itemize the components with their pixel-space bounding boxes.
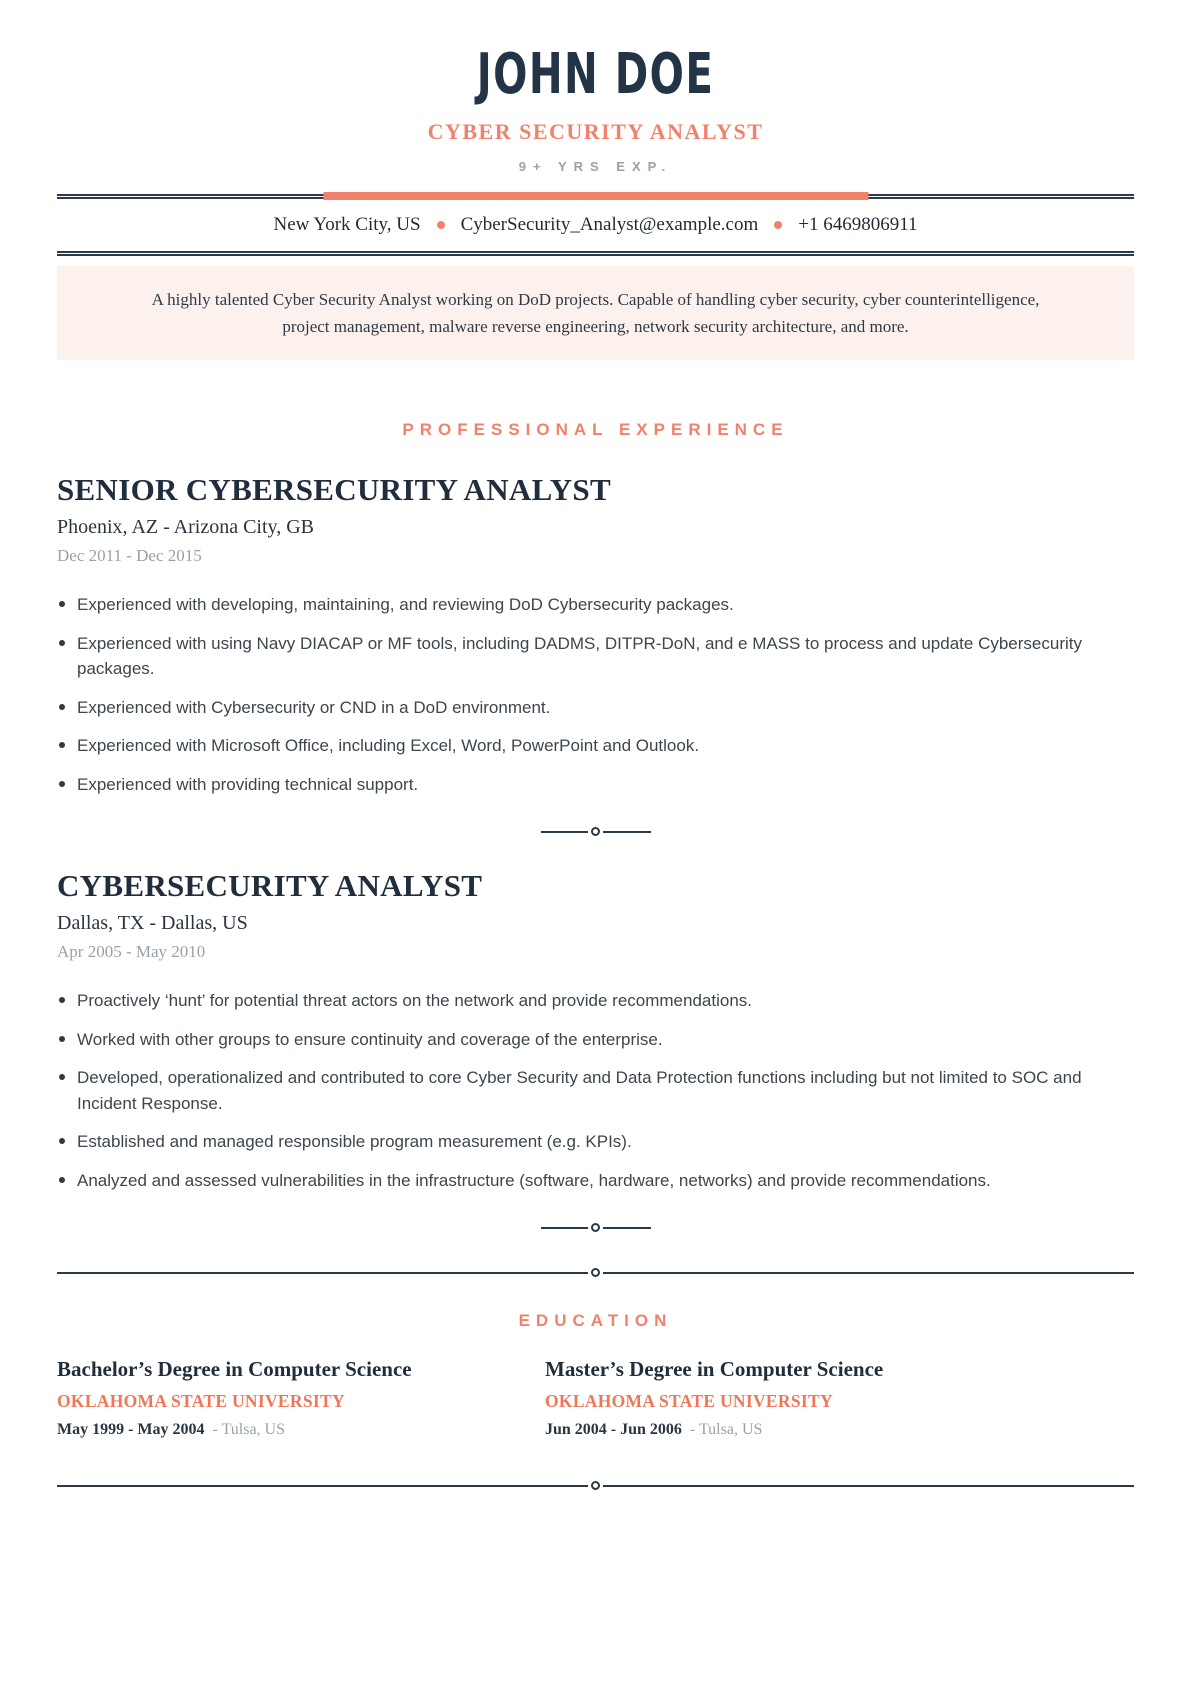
school-name: OKLAHOMA STATE UNIVERSITY: [57, 1391, 345, 1412]
divider-circle-icon: [591, 1268, 600, 1277]
divider-line: [57, 251, 1134, 256]
resume-header: [57, 42, 1134, 174]
degree-title: Master’s Degree in Computer Science: [545, 1357, 884, 1382]
job-bullet-list: [57, 988, 1134, 1193]
header-divider: [57, 194, 1134, 199]
bottom-divider: [57, 1481, 1134, 1490]
education-meta: [545, 1421, 1134, 1439]
dot-separator-icon: [437, 221, 445, 229]
job-bullet: Worked with other groups to ensure continuity and coverage of the enterprise.: [57, 1027, 1134, 1053]
candidate-job-title: CYBER SECURITY ANALYST: [427, 118, 764, 144]
job-dates: Dec 2011 - Dec 2015: [57, 546, 202, 566]
education-meta: [57, 1421, 545, 1439]
job-entry-analyst: [57, 868, 1134, 1193]
accent-bar: [323, 192, 868, 200]
job-title: CYBERSECURITY ANALYST: [57, 868, 483, 904]
job-location: Dallas, TX - Dallas, US: [57, 912, 248, 935]
job-location: Phoenix, AZ - Arizona City, GB: [57, 516, 315, 539]
divider-line: [541, 831, 589, 833]
contact-row: [57, 199, 1134, 251]
dot-separator-icon: [774, 221, 782, 229]
job-bullet: Experienced with Microsoft Office, including Excel, Word, PowerPoint and Outlook.: [57, 733, 1134, 759]
school-name: OKLAHOMA STATE UNIVERSITY: [545, 1391, 833, 1412]
contact-phone: +1 6469806911: [798, 213, 918, 235]
divider-circle-icon: [591, 1223, 600, 1232]
job-bullet: Experienced with using Navy DIACAP or MF tools, including DADMS, DITPR-DoN, and e MASS to process and update Cybersecurity packages.: [57, 631, 1134, 682]
education-grid: [57, 1357, 1134, 1439]
job-bullet: Developed, operationalized and contributed to core Cyber Security and Data Protection functions including but not limited to SOC and Incident Response.: [57, 1065, 1134, 1116]
education-location: - Tulsa, US: [212, 1421, 286, 1439]
divider-line: [57, 1272, 588, 1274]
job-bullet-list: [57, 592, 1134, 797]
contact-divider: [57, 251, 1134, 256]
contact-email: CyberSecurity_Analyst@example.com: [460, 213, 759, 235]
candidate-name: JOHN DOE: [476, 42, 715, 107]
job-bullet: Established and managed responsible program measurement (e.g. KPIs).: [57, 1129, 1134, 1155]
job-title: SENIOR CYBERSECURITY ANALYST: [57, 472, 611, 508]
divider-line: [603, 1272, 1134, 1274]
entry-divider: [541, 827, 651, 836]
education-entry-bachelor: [57, 1357, 545, 1439]
job-dates: Apr 2005 - May 2010: [57, 942, 206, 962]
job-bullet: Experienced with providing technical support.: [57, 772, 1134, 798]
section-heading-education: EDUCATION: [518, 1311, 673, 1331]
section-divider: [57, 1268, 1134, 1277]
divider-line: [57, 1485, 588, 1487]
job-bullet: Proactively ‘hunt’ for potential threat actors on the network and provide recommendations.: [57, 988, 1134, 1014]
education-entry-master: [545, 1357, 1134, 1439]
summary-box: A highly talented Cyber Security Analyst working on DoD projects. Capable of handling cyber security, cyber counterintelligence, project management, malware reverse engineering, network security architecture, and more.: [57, 266, 1134, 360]
divider-circle-icon: [591, 827, 600, 836]
contact-location: New York City, US: [273, 213, 421, 235]
divider-circle-icon: [591, 1481, 600, 1490]
divider-line: [541, 1227, 589, 1229]
divider-line: [603, 1227, 651, 1229]
education-location: - Tulsa, US: [689, 1421, 763, 1439]
section-heading-experience: PROFESSIONAL EXPERIENCE: [402, 420, 789, 440]
experience-badge: 9+ YRS EXP.: [518, 158, 673, 174]
job-bullet: Analyzed and assessed vulnerabilities in the infrastructure (software, hardware, networks) and provide recommendations.: [57, 1168, 1134, 1194]
education-dates: May 1999 - May 2004: [57, 1421, 205, 1439]
job-entry-senior-analyst: [57, 472, 1134, 797]
job-bullet: Experienced with Cybersecurity or CND in a DoD environment.: [57, 695, 1134, 721]
degree-title: Bachelor’s Degree in Computer Science: [57, 1357, 412, 1382]
education-dates: Jun 2004 - Jun 2006: [545, 1421, 682, 1439]
divider-line: [603, 831, 651, 833]
entry-divider: [541, 1223, 651, 1232]
divider-line: [603, 1485, 1134, 1487]
job-bullet: Experienced with developing, maintaining, and reviewing DoD Cybersecurity packages.: [57, 592, 1134, 618]
